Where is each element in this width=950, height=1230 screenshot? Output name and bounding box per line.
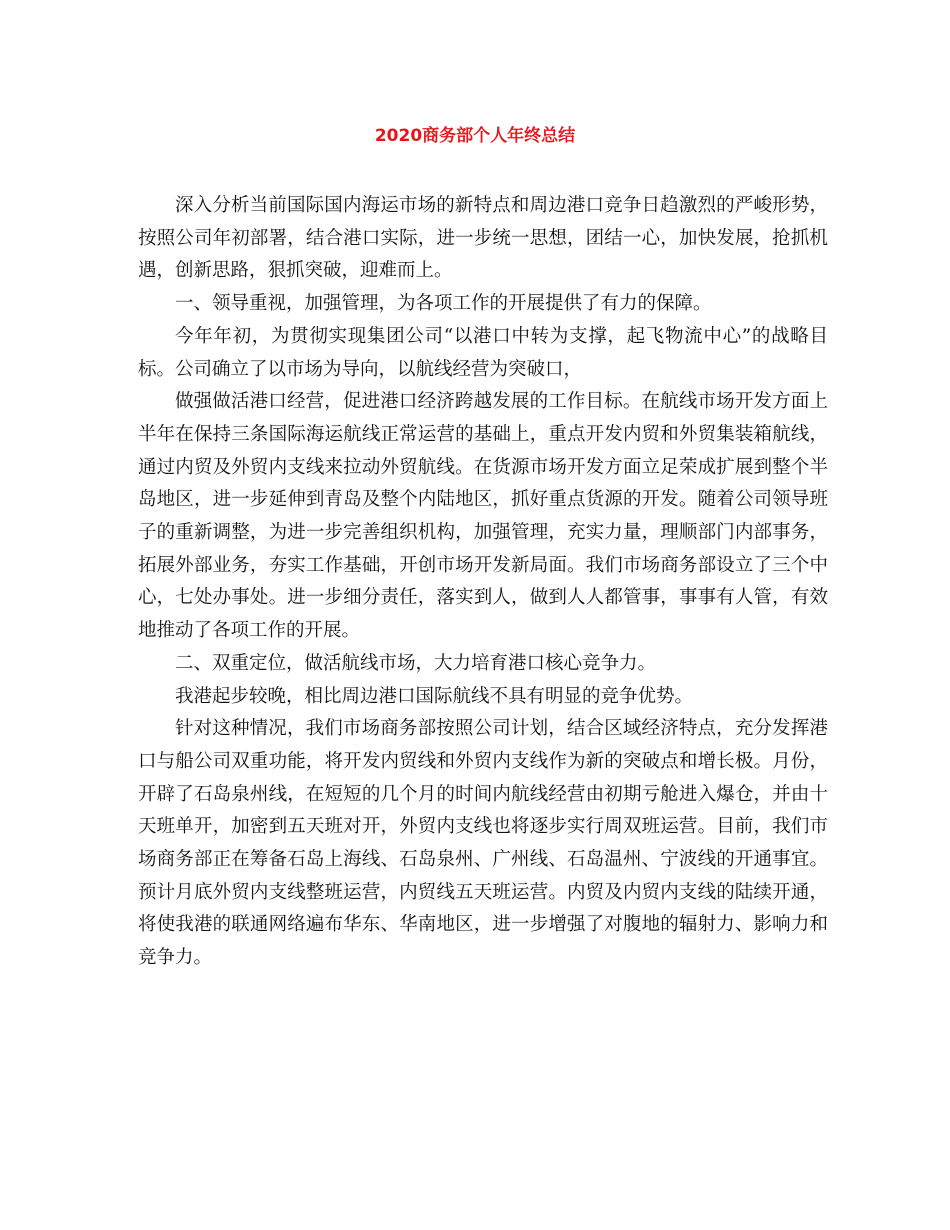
section-heading-2: 二、双重定位，做活航线市场，大力培育港口核心竞争力。 [175, 652, 657, 674]
paragraph-background: 我港起步较晚，相比周边港口国际航线不具有明显的竞争优势。 [175, 685, 694, 707]
paragraph-routes: 针对这种情况，我们市场商务部按照公司计划，结合区域经济特点，充分发挥港口与船公司双重功能，将开发内贸线和外贸内支线作为新的突破点和增长极。月份，开辟了石岛泉州线，在短短的几个月的时间内航线经营由初期亏舱进入爆仓，并由十天班单开，加密到五天班对开，外贸内支线也将逐步实行周双班运营。目前，我们市场商务部正在筹备石岛上海线、石岛泉州、广州线、石岛温州、宁波线的开通事宜。预计月底外贸内支线整班运营，内贸线五天班运营。内贸及内贸内支线的陆续开通，将使我港的联通网络遍布华东、华南地区，进一步增强了对腹地的辐射力、影响力和竞争力。 [138, 718, 828, 969]
document-title: 2020商务部个人年终总结 [374, 126, 576, 146]
paragraph-strategy: 今年年初，为贯彻实现集团公司“以港口中转为支撑，起飞物流中心”的战略目标。公司确立了以市场为导向，以航线经营为突破口， [138, 325, 828, 380]
paragraph-intro: 深入分析当前国际国内海运市场的新特点和周边港口竞争日趋激烈的严峻形势，按照公司年初部署，结合港口实际，进一步统一思想，团结一心，加快发展，抢抓机遇，创新思路，狠抓突破，迎难而上。 [138, 195, 828, 282]
paragraph-goals: 做强做活港口经营，促进港口经济跨越发展的工作目标。在航线市场开发方面上半年在保持三条国际海运航线正常运营的基础上，重点开发内贸和外贸集装箱航线，通过内贸及外贸内支线来拉动外贸航线。在货源市场开发方面立足荣成扩展到整个半岛地区，进一步延伸到青岛及整个内陆地区，抓好重点货源的开发。随着公司领导班子的重新调整，为进一步完善组织机构，加强管理，充实力量，理顺部门内部事务，拓展外部业务，夯实工作基础，开创市场开发新局面。我们市场商务部设立了三个中心，七处办事处。进一步细分责任，落实到人，做到人人都管事，事事有人管，有效地推动了各项工作的开展。 [138, 391, 828, 642]
document-body [138, 190, 828, 975]
section-heading-1: 一、领导重视，加强管理，为各项工作的开展提供了有力的保障。 [175, 293, 712, 315]
